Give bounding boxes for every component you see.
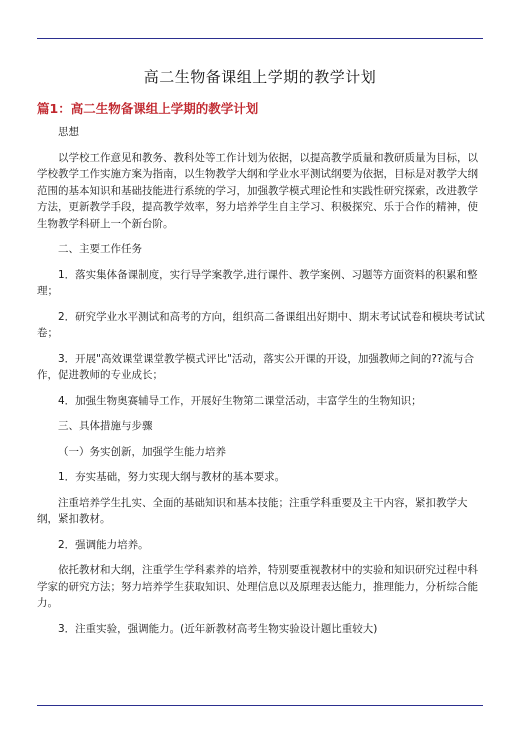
- section-heading: 篇1：高二生物备课组上学期的教学计划: [37, 101, 259, 116]
- measure-item-2-detail: 依托教材和大纲，注重学生学科素养的培养，特别要重视教材中的实验和知识研究过程中科学家的研究方法；努力培养学生获取知识、处理信息以及原理表达能力，推理能力，分析综合能力。: [37, 564, 478, 609]
- measure-item-1: 1．夯实基础，努力实现大纲与教材的基本要求。: [58, 471, 286, 483]
- subheading-innovation: （一）务实创新，加强学生能力培养: [58, 445, 226, 458]
- measure-item-1-detail: 注重培养学生扎实、全面的基础知识和基本技能；注重学科重要及主干内容，紧扣教学大纲，紧扣教材。: [37, 496, 468, 525]
- task-item-1: 1．落实集体备课制度，实行导学案教学,进行课件、教学案例、习题等方面资料的积累和整理；: [37, 268, 478, 297]
- task-item-2: 2．研究学业水平测试和高考的方向，组织高二备课组出好期中、期末考试试卷和模块考试试卷；: [37, 310, 485, 339]
- measure-item-2: 2．强调能力培养。: [58, 538, 149, 551]
- measure-item-3: 3．注重实验，强调能力。(近年新教材高考生物实验设计题比重较大): [58, 622, 378, 635]
- paragraph-guiding-principle: 以学校工作意见和教务、教科处等工作计划为依据，以提高教学质量和教研质量为目标，以学校教学工作实施方案为指南，以生物教学大纲和学业水平测试纲要为依据，目标是对教学大纲范围的基本知识和基础技能进行系统的学习，加强教学模式理论性和实践性研究探索，改进教学方法，更新教学手段，提高教学效率，努力培养学生自主学习、积极探究、乐于合作的精神，使生物教学科研上一个新台阶。: [37, 151, 478, 230]
- task-item-4: 4．加强生物奥赛辅导工作，开展好生物第二课堂活动，丰富学生的生物知识；: [58, 394, 422, 407]
- header-rule: [37, 38, 483, 39]
- heading-main-tasks: 二、主要工作任务: [58, 243, 142, 255]
- heading-measures: 三、具体措施与步骤: [58, 420, 153, 432]
- paragraph-thought: 思想: [58, 126, 79, 138]
- document-body: [37, 124, 485, 646]
- document-title: 高二生物备课组上学期的教学计划: [143, 68, 377, 86]
- footer-rule: [37, 705, 483, 706]
- task-item-3: 3．开展"高效课堂课堂教学模式评比"活动，落实公开课的开设，加强教师之间的??流与合作，促进教师的专业成长；: [37, 352, 474, 381]
